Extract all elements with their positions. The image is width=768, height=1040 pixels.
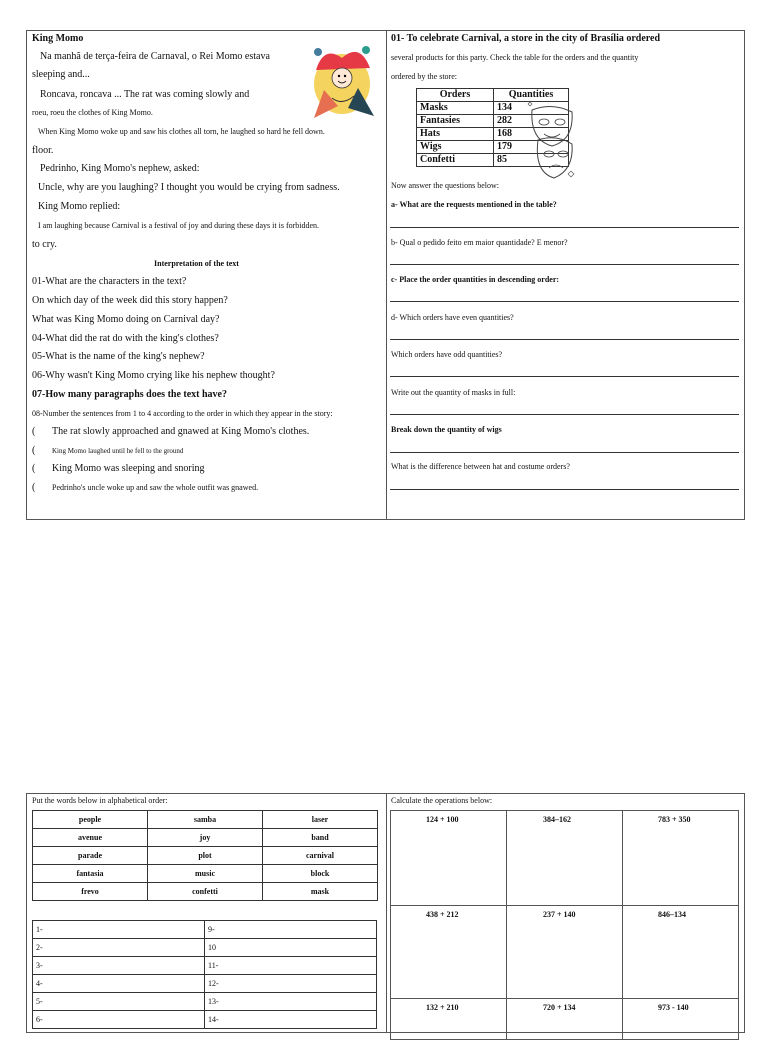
word-cell: carnival	[263, 847, 378, 865]
operations-col-divider-1	[506, 810, 507, 1040]
story-line-6: floor.	[32, 145, 54, 156]
order-name: Confetti	[417, 154, 494, 167]
order-quantity: 179	[494, 141, 569, 154]
question-6: 06-Why wasn't King Momo crying like his nephew thought?	[32, 370, 275, 381]
story-line-2: sleeping and...	[32, 69, 90, 80]
order-name: Hats	[417, 128, 494, 141]
story-line-4: roeu, roeu the clothes of King Momo.	[32, 108, 153, 117]
sentence-paren-3: (	[32, 463, 36, 474]
story-line-5: When King Momo woke up and saw his clothes all torn, he laughed so hard he fell down.	[38, 127, 325, 136]
word-cell: mask	[263, 883, 378, 901]
answer-slot[interactable]: 11-	[205, 957, 377, 975]
sentence-paren-4: (	[32, 482, 36, 493]
answer-line-b[interactable]	[390, 264, 739, 265]
operation-cell[interactable]: 846–134	[658, 910, 686, 919]
answer-line-d[interactable]	[390, 339, 739, 340]
operations-row-divider-2	[390, 998, 739, 999]
operation-cell[interactable]: 438 + 212	[426, 910, 459, 919]
sentence-4: Pedrinho's uncle woke up and saw the whole outfit was gnawed.	[52, 483, 259, 492]
table-row	[33, 865, 378, 883]
answer-intro: Now answer the questions below:	[391, 181, 499, 190]
question-7: 07-How many paragraphs does the text have?	[32, 389, 227, 400]
question-diff: What is the difference between hat and costume orders?	[391, 462, 570, 471]
word-cell: plot	[148, 847, 263, 865]
table-row	[33, 847, 378, 865]
question-a: a- What are the requests mentioned in the table?	[391, 200, 557, 209]
answer-line-a[interactable]	[390, 227, 739, 228]
order-name: Masks	[417, 102, 494, 115]
interpretation-title: Interpretation of the text	[154, 259, 239, 268]
quantities-header: Quantities	[494, 89, 569, 102]
answer-line-masks[interactable]	[390, 414, 739, 415]
question-masks: Write out the quantity of masks in full:	[391, 388, 516, 397]
answer-slot[interactable]: 4-	[33, 975, 205, 993]
words-table	[32, 810, 378, 901]
calculation-title: Calculate the operations below:	[391, 796, 493, 805]
answer-line-odd[interactable]	[390, 376, 739, 377]
answer-line-c[interactable]	[390, 301, 739, 302]
table-row	[33, 921, 377, 939]
story-line-9: King Momo replied:	[38, 201, 121, 212]
table-row	[33, 975, 377, 993]
question-b: b- Qual o pedido feito em maior quantidade? E menor?	[391, 238, 568, 247]
answer-slot[interactable]: 2-	[33, 939, 205, 957]
question-5: 05-What is the name of the king's nephew?	[32, 351, 205, 362]
story-line-11: to cry.	[32, 239, 57, 250]
orders-title: 01- To celebrate Carnival, a store in the city of Brasília ordered	[391, 33, 661, 44]
sentence-3: King Momo was sleeping and snoring	[52, 463, 205, 474]
answer-slot[interactable]: 3-	[33, 957, 205, 975]
order-quantity: 134	[494, 102, 569, 115]
story-line-10: I am laughing because Carnival is a festival of joy and during these days it is forbidden.	[38, 221, 320, 230]
operation-cell[interactable]: 783 + 350	[658, 815, 691, 824]
order-quantity: 282	[494, 115, 569, 128]
order-quantity: 85	[494, 154, 569, 167]
word-cell: avenue	[33, 829, 148, 847]
answer-slot[interactable]: 6-	[33, 1011, 205, 1029]
question-1: 01-What are the characters in the text?	[32, 276, 187, 287]
orders-header: Orders	[417, 89, 494, 102]
sentence-paren-1: (	[32, 426, 36, 437]
table-row	[33, 883, 378, 901]
answer-slot[interactable]: 9-	[205, 921, 377, 939]
table-row	[33, 811, 378, 829]
question-3: What was King Momo doing on Carnival day?	[32, 314, 220, 325]
sentence-2: King Momo laughed until he fell to the ground	[52, 447, 184, 455]
answer-line-diff[interactable]	[390, 489, 739, 490]
question-d: d- Which orders have even quantities?	[391, 313, 514, 322]
word-cell: samba	[148, 811, 263, 829]
story-line-3: Roncava, roncava ... The rat was coming slowly and	[40, 89, 250, 100]
word-cell: frevo	[33, 883, 148, 901]
table-row	[33, 1011, 377, 1029]
answer-slot[interactable]: 13-	[205, 993, 377, 1011]
top-column-divider	[386, 30, 387, 520]
table-row	[33, 957, 377, 975]
answer-slot[interactable]: 5-	[33, 993, 205, 1011]
word-cell: joy	[148, 829, 263, 847]
jester-illustration	[304, 40, 380, 120]
question-odd: Which orders have odd quantities?	[391, 350, 503, 359]
answer-line-wigs[interactable]	[390, 452, 739, 453]
orders-line-2: several products for this party. Check the table for the orders and the quantity	[391, 53, 639, 62]
word-cell: block	[263, 865, 378, 883]
order-name: Wigs	[417, 141, 494, 154]
sentence-paren-2: (	[32, 445, 36, 456]
carnival-masks-drawing	[522, 100, 584, 184]
story-line-8: Uncle, why are you laughing? I thought you would be crying from sadness.	[38, 182, 340, 193]
word-cell: music	[148, 865, 263, 883]
operation-cell[interactable]: 124 + 100	[426, 815, 459, 824]
story-line-7: Pedrinho, King Momo's nephew, asked:	[40, 163, 200, 174]
operation-cell[interactable]: 132 + 210	[426, 1003, 459, 1012]
question-2: On which day of the week did this story happen?	[32, 295, 228, 306]
operations-col-divider-2	[622, 810, 623, 1040]
answer-slot[interactable]: 10	[205, 939, 377, 957]
word-cell: laser	[263, 811, 378, 829]
answer-slot[interactable]: 12-	[205, 975, 377, 993]
bottom-column-divider	[386, 793, 387, 1033]
table-row	[33, 993, 377, 1011]
operations-row-divider-1	[390, 905, 739, 906]
word-cell: confetti	[148, 883, 263, 901]
numbered-answer-table	[32, 920, 377, 1029]
operation-cell[interactable]: 384–162	[543, 815, 571, 824]
alphabetical-title: Put the words below in alphabetical order:	[32, 796, 168, 805]
word-cell: parade	[33, 847, 148, 865]
word-cell: fantasia	[33, 865, 148, 883]
word-cell: people	[33, 811, 148, 829]
question-c: c- Place the order quantities in descending order:	[391, 275, 560, 284]
order-name: Fantasies	[417, 115, 494, 128]
question-4: 04-What did the rat do with the king's clothes?	[32, 333, 219, 344]
table-row	[33, 939, 377, 957]
operation-cell[interactable]: 720 + 134	[543, 1003, 576, 1012]
answer-slot[interactable]: 1-	[33, 921, 205, 939]
question-8: 08-Number the sentences from 1 to 4 according to the order in which they appear in the story:	[32, 409, 333, 418]
question-wigs: Break down the quantity of wigs	[391, 425, 502, 434]
operation-cell[interactable]: 237 + 140	[543, 910, 576, 919]
story-line-1: Na manhã de terça-feira de Carnaval, o Rei Momo estava	[40, 51, 270, 62]
table-row	[33, 829, 378, 847]
orders-line-3: ordered by the store:	[391, 72, 457, 81]
word-cell: band	[263, 829, 378, 847]
sentence-1: The rat slowly approached and gnawed at King Momo's clothes.	[52, 426, 310, 437]
answer-slot[interactable]: 14-	[205, 1011, 377, 1029]
order-quantity: 168	[494, 128, 569, 141]
story-title: King Momo	[32, 33, 84, 44]
operation-cell[interactable]: 973 - 140	[658, 1003, 689, 1012]
